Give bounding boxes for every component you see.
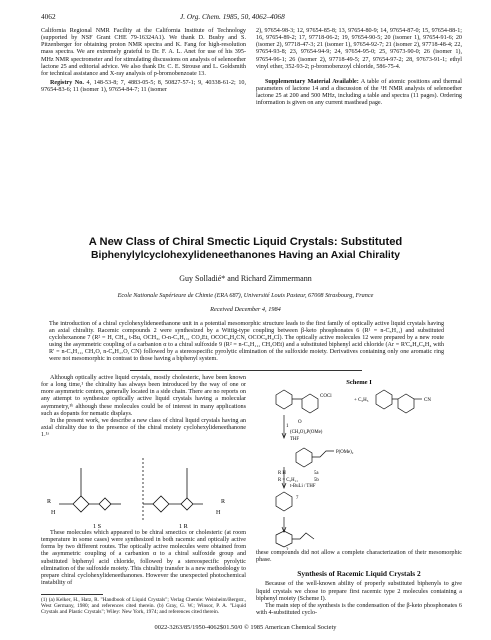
structure-1-enantiomers: [41, 448, 246, 530]
product-ring: [276, 531, 292, 547]
cocl-label: COCl: [320, 394, 332, 399]
label-h-right: H: [216, 510, 221, 516]
label-r-right: R: [221, 499, 226, 505]
supplementary-label: Supplementary Material Available:: [265, 78, 359, 85]
authors: Guy Solladié* and Richard Zimmermann: [179, 274, 312, 283]
benzene-ring-b: [376, 390, 392, 409]
prev-article-left: [41, 28, 246, 94]
r-definition: R = C₅H₁₁: [278, 478, 298, 483]
registry-numbers-right: 2), 97654-98-3; 12, 97654-85-8; 13, 97654-80-9; 14, 97654-87-0; 15, 97654-88-1; 16, 97654-89-2; 17, 97718-06-2; 19, 97654-90-5; 20 (isomer 1), 97654-91-6; 20 (isomer 2), 97718-47-3; 21 (isomer 1), 97654-92-7; 21 (isomer 2), 97718-48-4; 22, 97654-93-8; 23, 97654-94-9; 24, 97654-95-0; 25, 97673-90-0; 26 (isomer 1), 97654-96-1; 26 (isomer 2), 97718-49-5; 27, 97654-97-2; 28, 97673-91-1; ethyl vinyl ether, 352-93-2; p-bromobenzoyl chloride, 586-75-4.: [256, 28, 462, 70]
supplementary-text: A table of atomic positions and thermal parameters of lactone 14 and a discussion of the ¹H NMR analysis of selenoether lactone 25 at 200 and 500 MHz, including a table and spectra (11 pages). Ordering information is given on any current masthead page.: [256, 78, 462, 107]
abstract-divider: [130, 370, 362, 371]
footnote: (1) (a) Kelker, H., Hatz, R. "Handbook of Liquid Crystals"; Verlag Chemie: Weinheim/Bergstr., West Germany, 1980; and references cited therein. (b) Gray, G. W.; Winsor, P. A. "Liquid Crystals and Plastic Crystals"; Wiley: New York, 1974; and references cited therein.: [41, 597, 246, 616]
abstract: The introduction of a chiral cyclohexylideneethanone unit in a potential mesomorphic structure leads to the first family of optically active liquid crystals having an axial chirality. Racemic compounds 2 were synthesized by a Wittig-type coupling between β-keto phosphonates 6 (R¹ = n-C₅H₁₁) and substituted cyclohexanone 7 (R² = H, CH₃, t-Bu, OCH₃, O-n-C₅H₁₁, CO₂Et, OCOC₆H₄CN, OCOC₆H₄Cl). The optically active molecules 12 were prepared by a new route using the asymmetric coupling of a carbanion α to a chiral sulfoxide 9 (R² = n-C₅H₁₁, CH₂OEt) and a substituted biphenyl acid chloride (Ar = R'C₆H₄C₆H₄ with R' = n-C₅H₁₁, CH₃O, n-C₈H₁₇O, CN) followed by a stereospecific pyrolytic elimination of the sulfoxide moiety. Derivatives containing only one aromatic ring were not mesomorphic in contrast to those having a biphenyl system.: [49, 321, 444, 363]
label-r-left: R: [47, 499, 52, 505]
registry-label: Registry No.: [50, 80, 84, 87]
right-paragraph-2: Because of the well-known ability of properly substituted biphenyls to give liquid crystals we chose to prepare first racemic type 2 molecules containing a biphenyl moiety (Scheme I).: [256, 581, 462, 602]
label-1s: 1 S: [93, 523, 102, 530]
article-title-line2: Biphenylylcyclohexylideneethanones Having an Axial Chirality: [90, 250, 401, 261]
rh-label: R H: [278, 471, 286, 476]
ring-right: [181, 498, 203, 510]
intro-paragraph-2: In the present work, we describe a new class of chiral liquid crystals having an axial chirality due to the presence of the chiral moiety cyclohexylideneethanone 1.¹ᵃ: [41, 417, 246, 439]
label-1r: 1 R: [179, 523, 188, 530]
reagent-3: t-BuLi / THF: [290, 484, 316, 489]
article-left-column: [41, 375, 246, 439]
cyclohexane-ring: [276, 492, 292, 511]
page-number: 4062: [41, 12, 56, 21]
compound-7: 7: [296, 496, 299, 501]
label-h-left: H: [51, 510, 56, 516]
acknowledgement-text: California Regional NMR Facility at the California Institute of Technology (supported by NSF Grant CHE 79-16324A1). We thank D. Busby and S. Pitzenberger for obtaining proton NMR spectra and K. Fang for high-resolution mass spectra. We are extremely grateful to Dr. F. A. L. Anet for use of his 395-MHz NMR spectrometer and for stimulating discussions on analysis of selenoether lactone 25 and editorial advice. We also thank Dr. C. E. Strouse and L. Goldsmith for technical assistance and X-ray analysis of p-bromobenzoate 13.: [41, 28, 246, 77]
prev-article-right: [256, 28, 462, 108]
phosphonate-label: P(OMe)₂: [336, 450, 354, 455]
page-footer: 0022-3263/85/1950-4062$01.50/0 © 1985 American Chemical Society: [154, 624, 337, 631]
right-paragraph-3: The main step of the synthesis is the condensation of the β-keto phosphonates 6 with 4-substituted cyclo-: [256, 602, 462, 617]
cn-label: CN: [424, 398, 431, 403]
affiliation: Ecole Nationale Supérieure de Chimie (ERA 687), Université Louis Pasteur, 67008 Strasbourg, France: [117, 292, 374, 299]
compound-5b: 5b: [314, 478, 319, 483]
received-date: Received December 4, 1984: [210, 306, 281, 313]
right-paragraph-1: these compounds did not allow a complete characterization of their mesomorphic phase.: [256, 550, 462, 564]
reagent-2b: THF: [290, 437, 300, 442]
article-title-line1: A New Class of Chiral Smectic Liquid Crystals: Substituted: [88, 236, 403, 248]
compound-5a: 5a: [314, 471, 319, 476]
reagent-1: + C₂H₅: [354, 398, 369, 403]
reagent-2a: (CH₃O)₂P(OMe): [290, 430, 323, 435]
running-header: J. Org. Chem. 1985, 50, 4062–4068: [180, 12, 285, 21]
article-right-column: [256, 550, 462, 617]
oxo-label: O: [298, 420, 302, 425]
footnote-rule: [41, 594, 103, 595]
supplementary-paragraph: [256, 79, 462, 108]
intro-paragraph-1: Although optically active liquid crystals, mostly cholesteric, have been known for a long time,¹ the chirality has always been introduced by the way of one or more asymmetric centers, generally located in a side chain. There are no reports on any attempt to synthesize optically active liquid crystals having a molecular asymmetry,¹ᵇ although these molecules could be of interest in many applications such as dopants for nematic displays.: [41, 375, 246, 417]
registry-numbers-left: 4, 148-53-8; 7, 4883-05-5; 8, 50827-57-1; 9, 40338-61-2; 10, 97654-83-6; 11 (isomer 1), 97654-84-7; 11 (isomer: [41, 80, 246, 94]
benzene-ring-c: [296, 448, 312, 467]
registry-paragraph: [41, 80, 246, 94]
scheme-1: [256, 375, 462, 550]
benzene-ring-a: [276, 390, 292, 409]
section-heading: Synthesis of Racemic Liquid Crystals 2: [297, 569, 421, 579]
scheme-title: Scheme I: [346, 379, 372, 386]
intro-paragraph-3: These molecules which appeared to be chiral smectics or cholesteric (at room temperature in some cases) were synthesized in both racemic and optically active forms by two different routes. The optically active molecules were obtained from the asymmetric coupling of a carbanion α to a chiral sulfoxide group and substituted biphenyl acid chloride, followed by a stereospecific pyrolytic elimination of the sulfoxide moiety. This chirality transfer is a new methodology to prepare chiral cyclohexylideneethanones. However the unexpected photochemical instability of: [41, 530, 246, 587]
article-left-column-cont: [41, 530, 246, 587]
step-1-number: 1: [286, 424, 289, 429]
ring-left: [59, 496, 89, 512]
